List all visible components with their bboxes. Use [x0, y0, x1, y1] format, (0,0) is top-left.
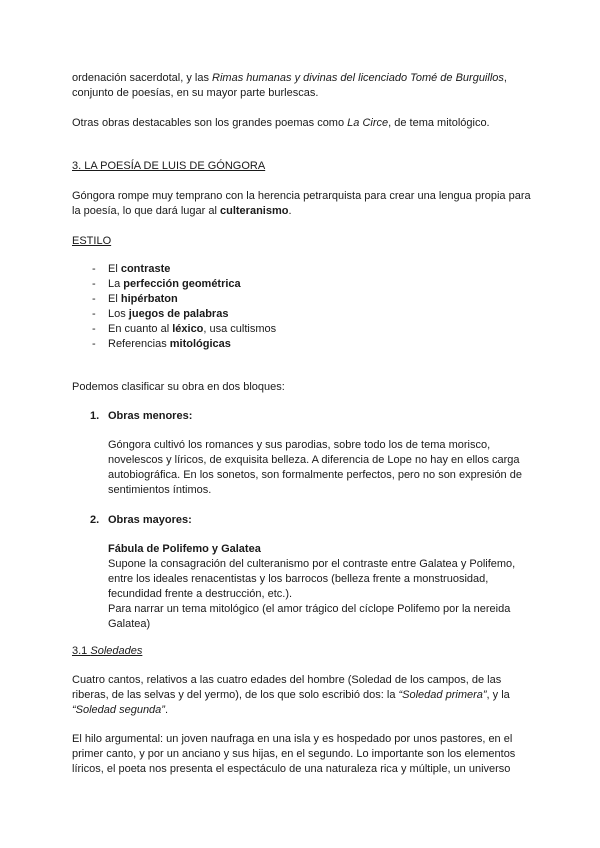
obras-mayores-title: Obras mayores: — [108, 514, 192, 526]
cantos-text-end: . — [164, 704, 169, 716]
gongora-bold: culteranismo — [220, 205, 289, 217]
fabula-text-2: Para narrar un tema mitológico (el amor trágico del cíclope Polifemo por la nereida Galatea) — [108, 603, 511, 630]
heading-estilo: ESTILO — [72, 235, 112, 247]
list-item: - Los juegos de palabras — [92, 307, 276, 322]
obras-mayores-number: 2. — [90, 514, 100, 526]
paragraph-intro — [72, 71, 532, 101]
intro-text-2: conjunto de poesías, en su mayor parte burlescas. — [72, 87, 319, 99]
intro-comma: , — [503, 72, 507, 84]
heading-soledades-number: 3.1 — [72, 645, 91, 657]
paragraph-gongora — [72, 189, 532, 219]
list-item: - En cuanto al léxico, usa cultismos — [92, 322, 276, 337]
otras-text: Otras obras destacables son los grandes poemas como — [72, 117, 348, 129]
paragraph-otras — [72, 116, 532, 131]
gongora-text: Góngora rompe muy temprano con la herencia petrarquista para crear una lengua propia para la poesía, lo que dará lugar al — [72, 190, 531, 217]
list-item: - Referencias mitológicas — [92, 337, 276, 352]
intro-text: ordenación sacerdotal, y las — [72, 72, 213, 84]
cantos-italic-2: “Soledad segunda” — [72, 704, 165, 716]
heading-gongora: 3. LA POESÍA DE LUIS DE GÓNGORA — [72, 160, 266, 172]
otras-italic-title: La Circe — [347, 117, 389, 129]
paragraph-clasificar: Podemos clasificar su obra en dos bloques: — [72, 381, 285, 393]
obras-menores-title: Obras menores: — [108, 410, 193, 422]
list-item: - La perfección geométrica — [92, 277, 276, 292]
obras-menores-text: Góngora cultivó los romances y sus parodias, sobre todo los de tema morisco, novelescos y líricos, de exquisita belleza. A diferencia de Lope no hay en ellos carga autobiográfica. En los sonetos, son formalmente perfectos, pero no son expresión de sentimientos íntimos. — [108, 439, 522, 496]
estilo-list — [92, 262, 276, 352]
fabula-block — [108, 542, 528, 632]
cantos-text: Cuatro cantos, relativos a las cuatro edades del hombre (Soledad de los campos, de las riberas, de las selvas y del yermo), de los que solo escribió dos: la — [72, 674, 502, 701]
list-item: - El hipérbaton — [92, 292, 276, 307]
list-item: - El contraste — [92, 262, 276, 277]
fabula-text: Supone la consagración del culteranismo por el contraste entre Galatea y Polifemo, entre los ideales renacentistas y los barrocos (belleza frente a monstruosidad, fecundidad frente a destrucción, etc.). — [108, 558, 516, 600]
paragraph-hilo: El hilo argumental: un joven naufraga en una isla y es hospedado por unos pastores, en el primer canto, y por un anciano y sus hijas, en el segundo. Lo importante son los elementos líricos, el poeta nos presenta el espectáculo de una naturaleza rica y múltiple, un universo — [72, 733, 516, 775]
cantos-text-2: , y la — [486, 689, 510, 701]
gongora-text-end: . — [288, 205, 292, 217]
paragraph-cantos — [72, 673, 532, 718]
obras-menores-number: 1. — [90, 410, 100, 422]
fabula-title: Fábula de Polifemo y Galatea — [108, 543, 261, 555]
intro-italic-title: Rimas humanas y divinas del licenciado Tomé de Burguillos — [212, 72, 504, 84]
heading-soledades-title: Soledades — [90, 645, 143, 657]
otras-text-2: , de tema mitológico. — [388, 117, 490, 129]
heading-soledades — [72, 644, 532, 659]
cantos-italic-1: “Soledad primera” — [398, 689, 487, 701]
